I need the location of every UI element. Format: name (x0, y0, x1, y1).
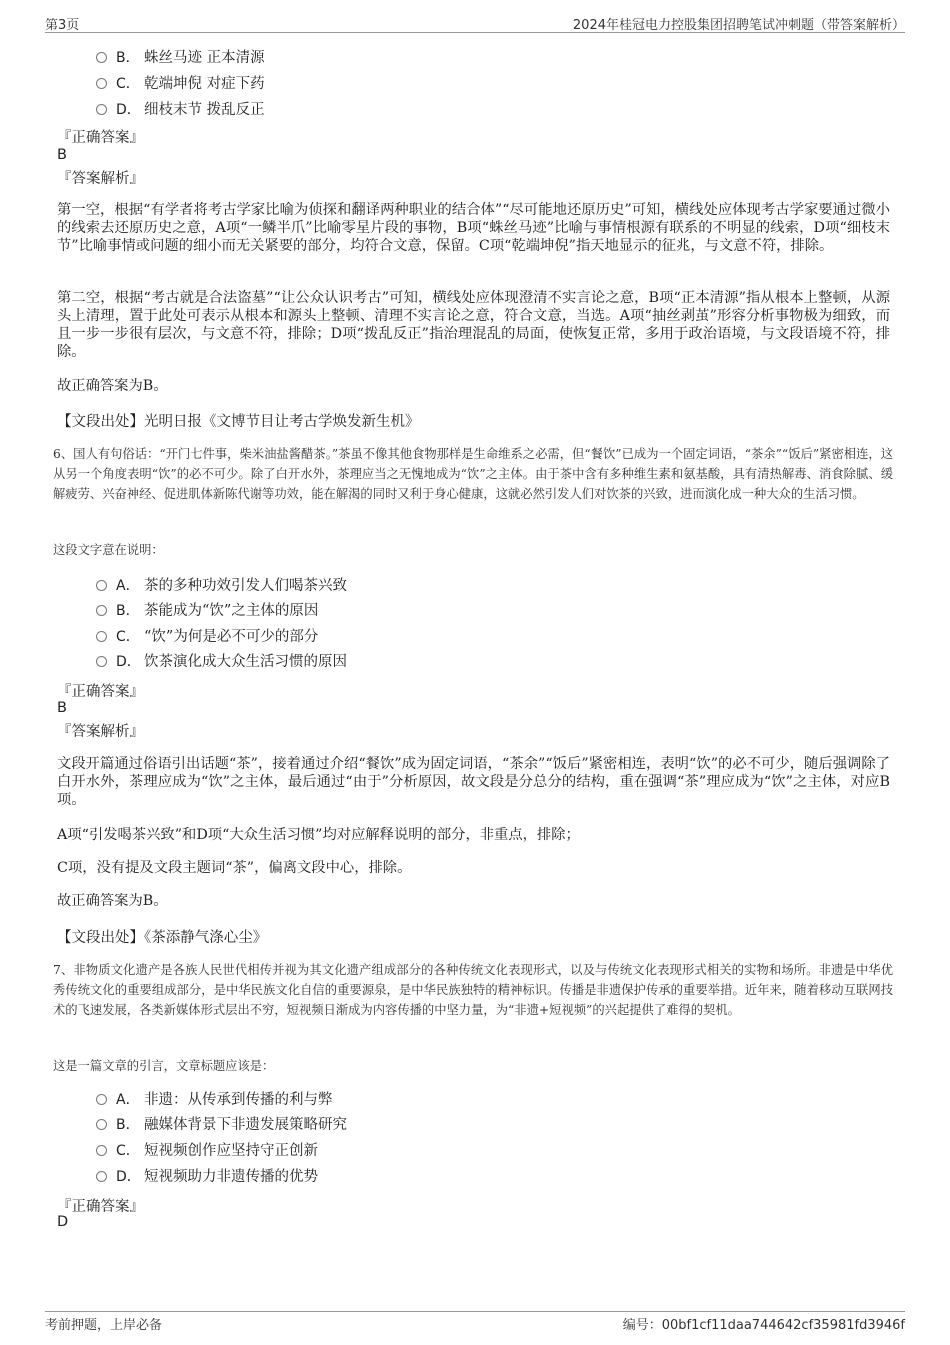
radio-icon[interactable] (96, 605, 107, 616)
q6-option-a[interactable]: A． 茶的多种功效引发人们喝茶兴致 (96, 576, 347, 596)
q6-analysis-para-2: A项“引发喝茶兴致”和D项“大众生活习惯”均对应解释说明的部分，非重点，排除； (57, 827, 580, 843)
q7-prompt: 这是一篇文章的引言，文章标题应该是： (53, 1059, 275, 1073)
q6-conclusion: 故正确答案为B。 (57, 893, 168, 909)
q6-prompt: 这段文字意在说明： (53, 543, 164, 557)
q6-option-d[interactable]: D． 饮茶演化成大众生活习惯的原因 (96, 652, 347, 672)
q7-option-a[interactable]: A． 非遗：从传承到传播的利与弊 (96, 1090, 333, 1110)
q6-analysis-label: 『答案解析』 (57, 724, 144, 740)
q5-conclusion: 故正确答案为B。 (57, 378, 168, 394)
q5-analysis-label: 『答案解析』 (57, 171, 144, 187)
q5-source: 【文段出处】光明日报《文博节目让考古学焕发新生机》 (57, 414, 420, 430)
radio-icon[interactable] (96, 78, 107, 89)
q6-answer-label: 『正确答案』 (57, 684, 144, 700)
radio-icon[interactable] (96, 52, 107, 63)
radio-icon[interactable] (96, 1119, 107, 1130)
q7-answer: D (57, 1214, 69, 1230)
footer-slogan: 考前押题，上岸必备 (45, 1318, 163, 1333)
radio-icon[interactable] (96, 656, 107, 667)
radio-icon[interactable] (96, 1171, 107, 1182)
page-number: 第3页 (45, 18, 80, 33)
q5-option-b[interactable]: B． 蛛丝马迹 正本清源 (96, 48, 265, 68)
q6-source: 【文段出处】《茶添静气涤心尘》 (57, 930, 268, 946)
q6-option-c[interactable]: C． “饮”为何是必不可少的部分 (96, 627, 318, 647)
q5-option-c[interactable]: C． 乾端坤倪 对症下药 (96, 74, 265, 94)
q7-option-c[interactable]: C． 短视频创作应坚持守正创新 (96, 1141, 318, 1161)
radio-icon[interactable] (96, 1094, 107, 1105)
q6-answer: B (57, 700, 67, 716)
q6-stem: 6、国人有句俗话：“开门七件事，柴米油盐酱醋茶。”茶虽不像其他食物那样是生命维系之必需，但“餐饮”已成为一个固定词语，“茶余”“饭后”紧密相连，这从另一个角度表明“饮”的必不可少。除了白开水外，茶理应当之无愧地成为“饮”之主体。由于茶中含有多种维生素和氨基酸，具有清热解毒、消食除腻、缓解疲劳、兴奋神经、促进肌体新陈代谢等功效，能在解渴的同时又利于身心健康，这就必然引发人们对饮茶的兴致，进而演化成一种大众的生活习惯。 (53, 447, 893, 501)
q5-answer: B (57, 147, 67, 163)
document-title: 2024年桂冠电力控股集团招聘笔试冲刺题（带答案解析） (572, 18, 905, 33)
q5-option-d[interactable]: D． 细枝末节 拨乱反正 (96, 100, 265, 120)
q7-option-b[interactable]: B． 融媒体背景下非遗发展策略研究 (96, 1115, 347, 1135)
radio-icon[interactable] (96, 580, 107, 591)
q7-answer-label: 『正确答案』 (57, 1199, 144, 1215)
page-footer (45, 1311, 905, 1334)
q5-answer-label: 『正确答案』 (57, 130, 144, 146)
page-header (45, 14, 905, 33)
q7-option-d[interactable]: D． 短视频助力非遗传播的优势 (96, 1167, 318, 1187)
q6-analysis-para-1: 文段开篇通过俗语引出话题“茶”，接着通过介绍“餐饮”成为固定词语，“茶余”“饭后”紧密相连，表明“饮”的必不可少，随后强调除了白开水外，茶理应成为“饮”之主体，最后通过“由于”分析原因，故文段是分总分的结构，重在强调“茶”理应成为“饮”之主体，对应B项。 (57, 756, 890, 808)
radio-icon[interactable] (96, 1145, 107, 1156)
radio-icon[interactable] (96, 631, 107, 642)
q6-option-b[interactable]: B． 茶能成为“饮”之主体的原因 (96, 601, 318, 621)
q5-analysis-para-2: 第二空，根据“考古就是合法盗墓”“让公众认识考古”可知，横线处应体现澄清不实言论之意，B项“正本清源”指从根本上整顿，从源头上清理，置于此处可表示从根本和源头上整顿、清理不实言论之意，符合文意，当选。A项“抽丝剥茧”形容分析事物极为细致，而且一步一步很有层次，与文意不符，排除；D项“拨乱反正”指治理混乱的局面，使恢复正常，多用于政治语境，与文段语境不符，排除。 (57, 290, 890, 360)
q7-stem: 7、非物质文化遗产是各族人民世代相传并视为其文化遗产组成部分的各种传统文化表现形式，以及与传统文化表现形式相关的实物和场所。非遗是中华优秀传统文化的重要组成部分，是中华民族文化自信的重要源泉，是中华民族独特的精神标识。传播是非遗保护传承的重要举措。近年来，随着移动互联网技术的飞速发展，各类新媒体形式层出不穷，短视频日渐成为内容传播的中坚力量，为“非遗+短视频”的兴起提供了难得的契机。 (53, 963, 893, 1017)
document-id: 编号：00bf1cf11daa744642cf35981fd3946f (622, 1318, 905, 1333)
radio-icon[interactable] (96, 104, 107, 115)
q5-analysis-para-1: 第一空，根据“有学者将考古学家比喻为侦探和翻译两种职业的结合体”“尽可能地还原历史”可知，横线处应体现考古学家要通过微小的线索去还原历史之意，A项“一鳞半爪”比喻零星片段的事物，B项“蛛丝马迹”比喻与事情根源有联系的不明显的线索，D项“细枝末节”比喻事情或问题的细小而无关紧要的部分，均符合文意，保留。C项“乾端坤倪”指天地显示的征兆，与文意不符，排除。 (57, 202, 890, 254)
q6-analysis-para-3: C项，没有提及文段主题词“茶”，偏离文段中心，排除。 (57, 860, 412, 876)
